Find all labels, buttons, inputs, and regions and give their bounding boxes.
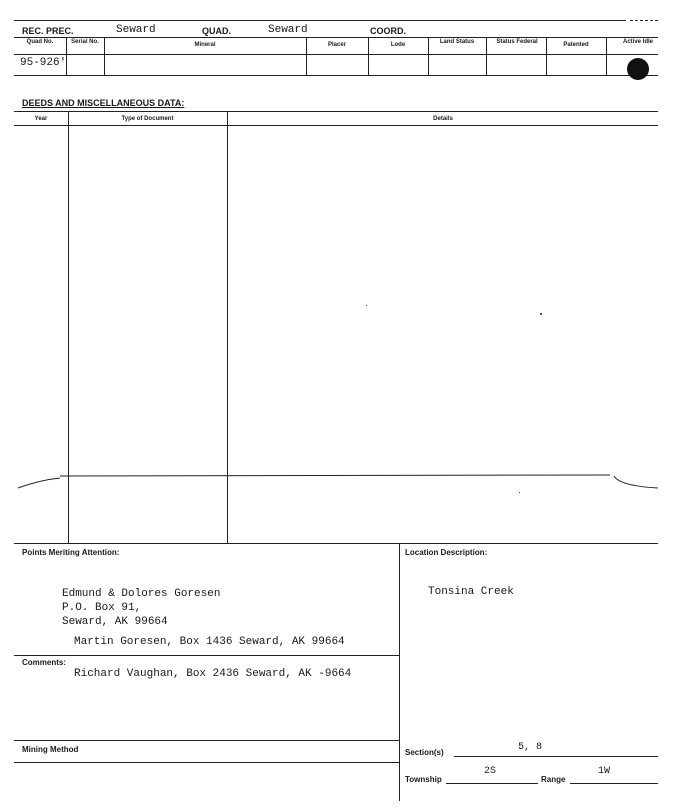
points-line-1: Edmund & Dolores Goresen	[62, 588, 221, 600]
col-divider-6	[486, 37, 487, 75]
lower-divider	[399, 543, 400, 801]
col-header-active-idle: Active Idle	[622, 39, 653, 45]
mining-rule-bottom	[14, 762, 399, 763]
header-top-rule	[14, 20, 626, 21]
deeds-section-title: DEEDS AND MISCELLANEOUS DATA:	[22, 98, 185, 108]
header-top-rule-tail	[630, 20, 658, 21]
points-line-2: P.O. Box 91,	[62, 602, 142, 614]
mining-rule-top	[14, 740, 399, 741]
section-label: Section(s)	[405, 748, 444, 757]
points-line-3: Seward, AK 99664	[62, 616, 168, 628]
header-rule-2	[14, 54, 658, 55]
deeds-rule-top	[14, 111, 658, 112]
comments-rule	[14, 655, 399, 656]
section-value: 5, 8	[518, 742, 543, 753]
comments-label: Comments:	[22, 658, 67, 667]
coord-label: COORD.	[370, 26, 406, 36]
col-header-quad-no: Quad No.	[26, 39, 54, 45]
col-divider-8	[606, 37, 607, 75]
range-label: Range	[541, 775, 566, 784]
col-header-mineral: Mineral	[194, 42, 216, 48]
col-header-lode: Lode	[390, 42, 406, 48]
header-rule-1	[14, 37, 658, 38]
range-value: 1W	[598, 766, 611, 777]
deeds-col-type: Type of Document	[121, 116, 174, 122]
active-status-dot	[627, 58, 649, 80]
points-label: Points Meriting Attention:	[22, 548, 120, 557]
header-rule-3	[14, 75, 658, 76]
quad-value: Seward	[268, 24, 308, 36]
rec-prec-label: REC. PREC.	[22, 26, 74, 36]
location-label: Location Description:	[405, 548, 488, 557]
col-header-patented: Patented	[563, 42, 589, 48]
lower-rule-top	[14, 543, 658, 544]
comments-text: Richard Vaughan, Box 2436 Seward, AK -9664	[74, 668, 352, 680]
township-value: 2S	[484, 766, 497, 777]
deeds-col-year: Year	[34, 116, 48, 122]
col-header-placer: Placer	[327, 42, 346, 48]
paper-speck	[540, 313, 542, 315]
quad-no-value: 95-926'	[20, 57, 67, 69]
deeds-rule-header	[14, 125, 658, 126]
col-divider-5	[428, 37, 429, 75]
range-line	[570, 783, 658, 784]
points-line-4: Martin Goresen, Box 1436 Seward, AK 99664	[74, 636, 345, 648]
location-text: Tonsina Creek	[428, 586, 514, 598]
rec-prec-value: Seward	[116, 24, 156, 36]
paper-speck	[366, 305, 367, 306]
col-divider-1	[66, 37, 67, 75]
col-header-land-status: Land Status	[439, 39, 475, 45]
section-line	[454, 756, 658, 757]
paper-speck	[519, 492, 520, 493]
col-header-status-federal: Status Federal	[496, 39, 538, 45]
township-label: Township	[405, 775, 442, 784]
col-header-serial-no: Serial No.	[71, 39, 99, 45]
quad-label: QUAD.	[202, 26, 231, 36]
township-line	[446, 783, 538, 784]
deeds-col-details: Details	[433, 116, 453, 122]
mining-method-label: Mining Method	[22, 745, 79, 754]
page-seam	[0, 466, 678, 496]
